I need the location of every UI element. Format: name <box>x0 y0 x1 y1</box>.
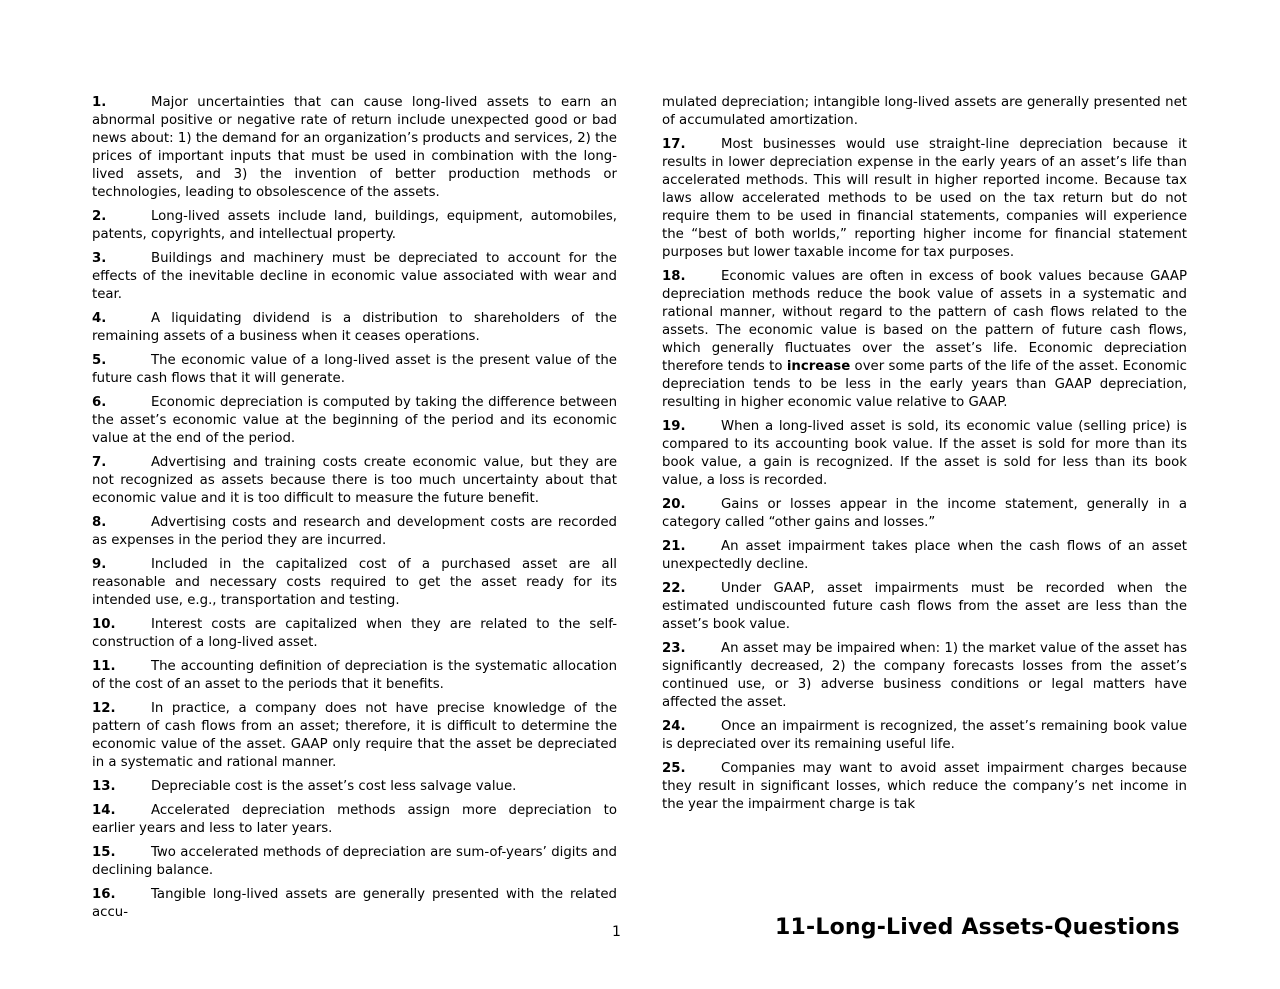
page-number: 1 <box>612 924 621 940</box>
question-item <box>92 844 617 880</box>
question-item <box>662 268 1187 412</box>
question-text: Advertising costs and research and development costs are recorded as expenses in the period they are incurred. <box>92 515 617 548</box>
question-item <box>662 418 1187 490</box>
question-item <box>92 514 617 550</box>
question-text: Depreciable cost is the asset’s cost less salvage value. <box>151 779 517 794</box>
continued-text: mulated depreciation; intangible long-lived assets are generally presented net of accumulated amortization. <box>662 95 1187 128</box>
question-number: 25. <box>662 761 686 776</box>
question-item <box>662 718 1187 754</box>
emphasis-text: increase <box>786 359 851 374</box>
question-number: 23. <box>662 641 686 656</box>
question-number: 3. <box>92 251 107 266</box>
question-number: 1. <box>92 95 107 110</box>
question-text: Tangible long-lived assets are generally presented with the related accu- <box>92 887 617 920</box>
question-number: 4. <box>92 311 107 326</box>
question-number: 7. <box>92 455 107 470</box>
question-number: 21. <box>662 539 686 554</box>
question-number: 20. <box>662 497 686 512</box>
question-item <box>92 208 617 244</box>
right-column <box>662 94 1187 820</box>
question-number: 13. <box>92 779 116 794</box>
question-number: 11. <box>92 659 116 674</box>
question-text: Economic values are often in excess of book values because GAAP depreciation methods reduce the book value of assets in a systematic and rational manner, without regard to the pattern of cash flows related to the assets. The economic value is based on the pattern of future cash flows, which generally fluctuates over the asset’s life. Economic depreciation therefore tends to <box>662 269 1187 374</box>
question-number: 5. <box>92 353 107 368</box>
question-text: Economic depreciation is computed by taking the difference between the asset’s economic value at the beginning of the period and its economic value at the end of the period. <box>92 395 617 446</box>
question-item <box>92 886 617 922</box>
question-item <box>92 556 617 610</box>
question-text: The economic value of a long-lived asset is the present value of the future cash flows that it will generate. <box>92 353 617 386</box>
question-item <box>92 310 617 346</box>
question-item <box>662 760 1187 814</box>
question-text: An asset impairment takes place when the cash flows of an asset unexpectedly decline. <box>662 539 1187 572</box>
question-number: 9. <box>92 557 107 572</box>
question-number: 12. <box>92 701 116 716</box>
question-number: 14. <box>92 803 116 818</box>
question-item <box>92 394 617 448</box>
question-number: 18. <box>662 269 686 284</box>
question-text: Under GAAP, asset impairments must be recorded when the estimated undiscounted future cash flows from the asset are less than the asset’s book value. <box>662 581 1187 632</box>
question-text: Long-lived assets include land, buildings, equipment, automobiles, patents, copyrights, and intellectual property. <box>92 209 617 242</box>
question-number: 2. <box>92 209 107 224</box>
question-text: Major uncertainties that can cause long-lived assets to earn an abnormal positive or negative rate of return include unexpected good or bad news about: 1) the demand for an organization’s products and services, 2) the prices of important inputs that must be used in combination with the long-lived assets, and 3) the invention of better production methods or technologies, leading to obsolescence of the assets. <box>92 95 617 200</box>
question-text: A liquidating dividend is a distribution to shareholders of the remaining assets of a business when it ceases operations. <box>92 311 617 344</box>
question-item <box>92 352 617 388</box>
question-number: 16. <box>92 887 116 902</box>
chapter-title: 11-Long-Lived Assets-Questions <box>775 915 1180 940</box>
question-text: Advertising and training costs create economic value, but they are not recognized as assets because there is too much uncertainty about that economic value and it is too difficult to measure the future benefit. <box>92 455 617 506</box>
question-text: Buildings and machinery must be depreciated to account for the effects of the inevitable decline in economic value associated with wear and tear. <box>92 251 617 302</box>
question-text: Companies may want to avoid asset impairment charges because they result in significant losses, which reduce the company’s net income in the year the impairment charge is tak <box>662 761 1187 812</box>
question-item <box>662 538 1187 574</box>
question-number: 19. <box>662 419 686 434</box>
question-item <box>662 640 1187 712</box>
question-text: In practice, a company does not have precise knowledge of the pattern of cash flows from an asset; therefore, it is difficult to determine the economic value of the asset. GAAP only require that the asset be depreciated in a systematic and rational manner. <box>92 701 617 770</box>
question-text: Included in the capitalized cost of a purchased asset are all reasonable and necessary costs required to get the asset ready for its intended use, e.g., transportation and testing. <box>92 557 617 608</box>
question-item <box>92 802 617 838</box>
question-number: 24. <box>662 719 686 734</box>
question-item <box>92 778 617 796</box>
question-number: 17. <box>662 137 686 152</box>
question-item <box>662 496 1187 532</box>
question-text: Once an impairment is recognized, the asset’s remaining book value is depreciated over its remaining useful life. <box>662 719 1187 752</box>
question-number: 15. <box>92 845 116 860</box>
left-column <box>92 94 617 928</box>
question-item <box>662 136 1187 262</box>
question-item <box>92 658 617 694</box>
question-text: Gains or losses appear in the income statement, generally in a category called “other gains and losses.” <box>662 497 1187 530</box>
question-number: 10. <box>92 617 116 632</box>
question-text: When a long-lived asset is sold, its economic value (selling price) is compared to its accounting book value. If the asset is sold for more than its book value, a gain is recognized. If the asset is sold for less than its book value, a loss is recorded. <box>662 419 1187 488</box>
question-item <box>662 580 1187 634</box>
question-number: 22. <box>662 581 686 596</box>
question-text: Accelerated depreciation methods assign more depreciation to earlier years and less to later years. <box>92 803 617 836</box>
question-text: Two accelerated methods of depreciation are sum-of-years’ digits and declining balance. <box>92 845 617 878</box>
question-text: Most businesses would use straight-line depreciation because it results in lower depreciation expense in the early years of an asset’s life than accelerated methods. This will result in higher reported income. Because tax laws allow accelerated methods to be used on the tax return but do not require them to be used in financial statements, companies will experience the “best of both worlds,” reporting higher income for financial statement purposes but lower taxable income for tax purposes. <box>662 137 1187 260</box>
question-number: 8. <box>92 515 107 530</box>
question-item <box>92 700 617 772</box>
question-text: Interest costs are capitalized when they are related to the self-construction of a long-lived asset. <box>92 617 617 650</box>
question-item <box>92 454 617 508</box>
question-number: 6. <box>92 395 107 410</box>
question-text: The accounting definition of depreciation is the systematic allocation of the cost of an asset to the periods that it benefits. <box>92 659 617 692</box>
question-item <box>92 94 617 202</box>
question-item <box>92 616 617 652</box>
question-text: over some parts of the life of the asset. Economic depreciation tends to be less in the early years than GAAP depreciation, resulting in higher economic value relative to GAAP. <box>662 359 1187 410</box>
question-text: An asset may be impaired when: 1) the market value of the asset has significantly decreased, 2) the company forecasts losses from the asset’s continued use, or 3) adverse business conditions or legal matters have affected the asset. <box>662 641 1187 710</box>
question-item <box>92 250 617 304</box>
